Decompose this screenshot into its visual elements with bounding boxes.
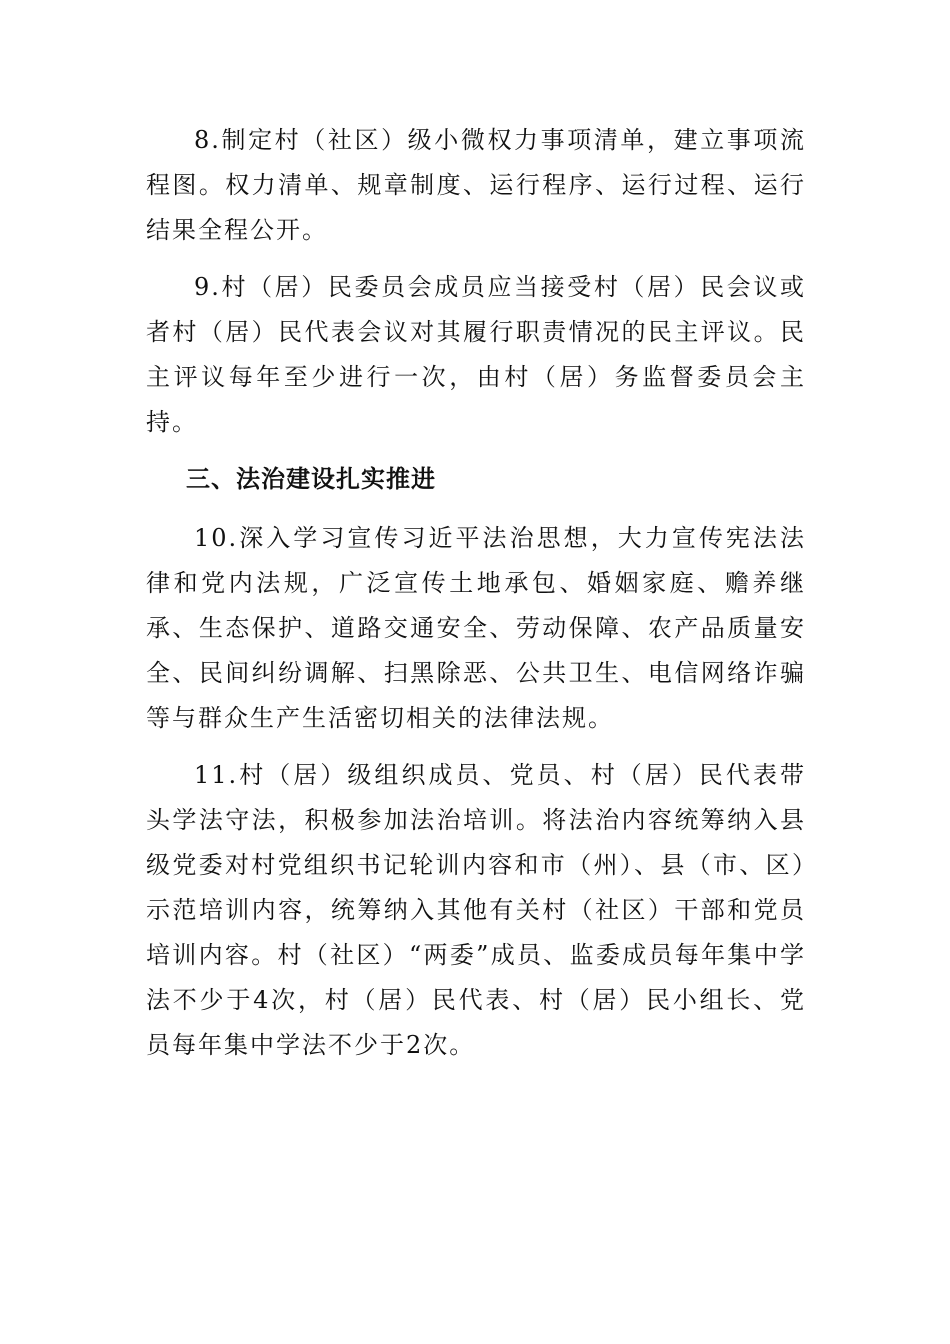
paragraph-9: 9.村（居）民委员会成员应当接受村（居）民会议或者村（居）民代表会议对其履行职责情况的民主评议。民主评议每年至少进行一次，由村（居）务监督委员会主持。 <box>146 273 806 436</box>
paragraph-11: 11.村（居）级组织成员、党员、村（居）民代表带头学法守法，积极参加法治培训。将法治内容统筹纳入县级党委对村党组织书记轮训内容和市（州）、县（市、区）示范培训内容，统筹纳入其他有关村（社区）干部和党员培训内容。村（社区）“两委”成员、监委成员每年集中学法不少于4次，村（居）民代表、村（居）民小组长、党员每年集中学法不少于2次。 <box>146 761 806 1059</box>
section-heading-3: 三、法治建设扎实推进 <box>186 465 436 493</box>
paragraph-8: 8.制定村（社区）级小微权力事项清单，建立事项流程图。权力清单、规章制度、运行程序、运行过程、运行结果全程公开。 <box>146 126 806 244</box>
document-body <box>146 118 806 1080</box>
paragraph-10: 10.深入学习宣传习近平法治思想，大力宣传宪法法律和党内法规，广泛宣传土地承包、婚姻家庭、赡养继承、生态保护、道路交通安全、劳动保障、农产品质量安全、民间纠纷调解、扫黑除恶、公共卫生、电信网络诈骗等与群众生产生活密切相关的法律法规。 <box>146 524 806 732</box>
